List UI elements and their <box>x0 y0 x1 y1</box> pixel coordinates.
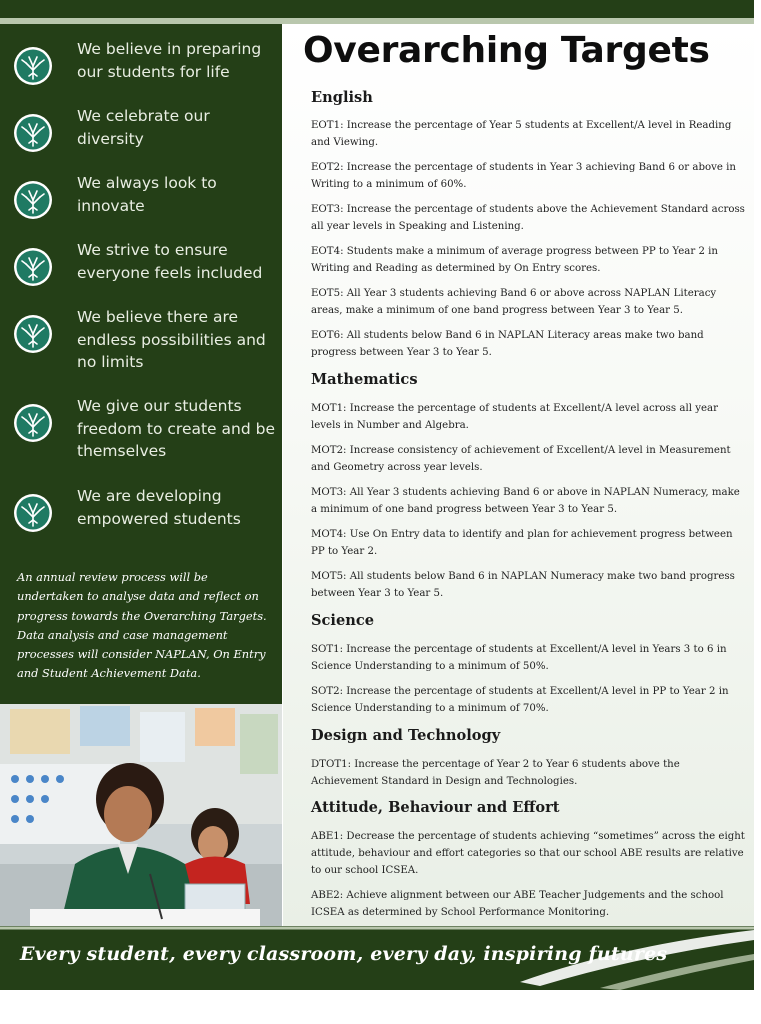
tree-icon <box>13 46 53 86</box>
tree-icon <box>13 247 53 287</box>
target-item: EOT1: Increase the percentage of Year 5 students at Excellent/A level in Reading and Viewing. <box>311 120 732 148</box>
target-item: EOT2: Increase the percentage of students in Year 3 achieving Band 6 or above in Writing to a minimum of 60%. <box>311 162 736 190</box>
target-item: SOT1: Increase the percentage of students at Excellent/A level in Years 3 to 6 in Science Understanding to a minimum of 50%. <box>311 644 727 672</box>
review-note: An annual review process will be undertaken to analyse data and reflect on progress towards the Overarching Targets. Data analysis and case management processes will consider NAPLAN, On Entry and Student Achievement Data. <box>17 570 267 681</box>
value-item <box>13 239 278 287</box>
top-band <box>0 0 754 18</box>
target-item: ABE2: Achieve alignment between our ABE Teacher Judgements and the school ICSEA as determined by School Performance Monitoring. <box>311 890 724 918</box>
target-item: SOT2: Increase the percentage of students at Excellent/A level in PP to Year 2 in Science Understanding to a minimum of 70%. <box>311 686 729 714</box>
value-text: We strive to ensure everyone feels included <box>77 241 263 282</box>
value-text: We give our students freedom to create and be themselves <box>77 397 275 460</box>
section-heading-abe: Attitude, Behaviour and Effort <box>311 799 560 816</box>
value-item <box>13 395 278 463</box>
target-item: EOT5: All Year 3 students achieving Band 6 or above across NAPLAN Literacy areas, make a minimum of one band progress between Year 3 to Year 5. <box>311 288 717 316</box>
target-item: MOT1: Increase the percentage of students at Excellent/A level across all year levels in Number and Algebra. <box>311 403 718 431</box>
value-item <box>13 306 278 374</box>
section-heading-mathematics: Mathematics <box>311 371 418 388</box>
tree-icon <box>13 493 53 533</box>
motto-banner <box>0 926 754 990</box>
value-text: We are developing empowered students <box>77 487 241 528</box>
value-text: We believe in preparing our students for life <box>77 40 262 81</box>
target-item: ABE1: Decrease the percentage of students achieving “sometimes” across the eight attitude, behaviour and effort categories so that our school ABE results are relative to our school ICSEA. <box>311 831 745 876</box>
value-text: We always look to innovate <box>77 174 217 215</box>
value-item <box>13 172 278 220</box>
section-heading-design: Design and Technology <box>311 727 501 744</box>
page-title: Overarching Targets <box>303 30 710 71</box>
target-item: EOT3: Increase the percentage of students above the Achievement Standard across all year levels in Speaking and Listening. <box>311 204 745 232</box>
target-item: DTOT1: Increase the percentage of Year 2 to Year 6 students above the Achievement Standard in Design and Technologies. <box>311 759 680 787</box>
classroom-photo <box>0 704 282 926</box>
tree-icon <box>13 314 53 354</box>
value-item <box>13 105 278 153</box>
section-heading-science: Science <box>311 612 375 629</box>
tree-icon <box>13 180 53 220</box>
value-item <box>13 38 278 86</box>
tree-icon <box>13 403 53 443</box>
target-item: MOT4: Use On Entry data to identify and plan for achievement progress between PP to Year 2. <box>311 529 733 557</box>
tree-icon <box>13 113 53 153</box>
target-item: MOT2: Increase consistency of achievement of Excellent/A level in Measurement and Geometry across year levels. <box>311 445 731 473</box>
target-item: MOT3: All Year 3 students achieving Band 6 or above in NAPLAN Numeracy, make a minimum of one band progress between Year 3 to Year 5. <box>311 487 740 515</box>
section-heading-english: English <box>311 89 373 106</box>
value-text: We believe there are endless possibilities and no limits <box>77 308 266 371</box>
value-item <box>13 485 278 533</box>
motto: Every student, every classroom, every day, inspiring futures <box>20 943 668 965</box>
target-item: MOT5: All students below Band 6 in NAPLAN Numeracy make two band progress between Year 3 to Year 5. <box>311 571 735 599</box>
value-text: We celebrate our diversity <box>77 107 210 148</box>
target-item: EOT4: Students make a minimum of average progress between PP to Year 2 in Writing and Reading as determined by On Entry scores. <box>311 246 718 274</box>
target-item: EOT6: All students below Band 6 in NAPLAN Literacy areas make two band progress between Year 3 to Year 5. <box>311 330 704 358</box>
